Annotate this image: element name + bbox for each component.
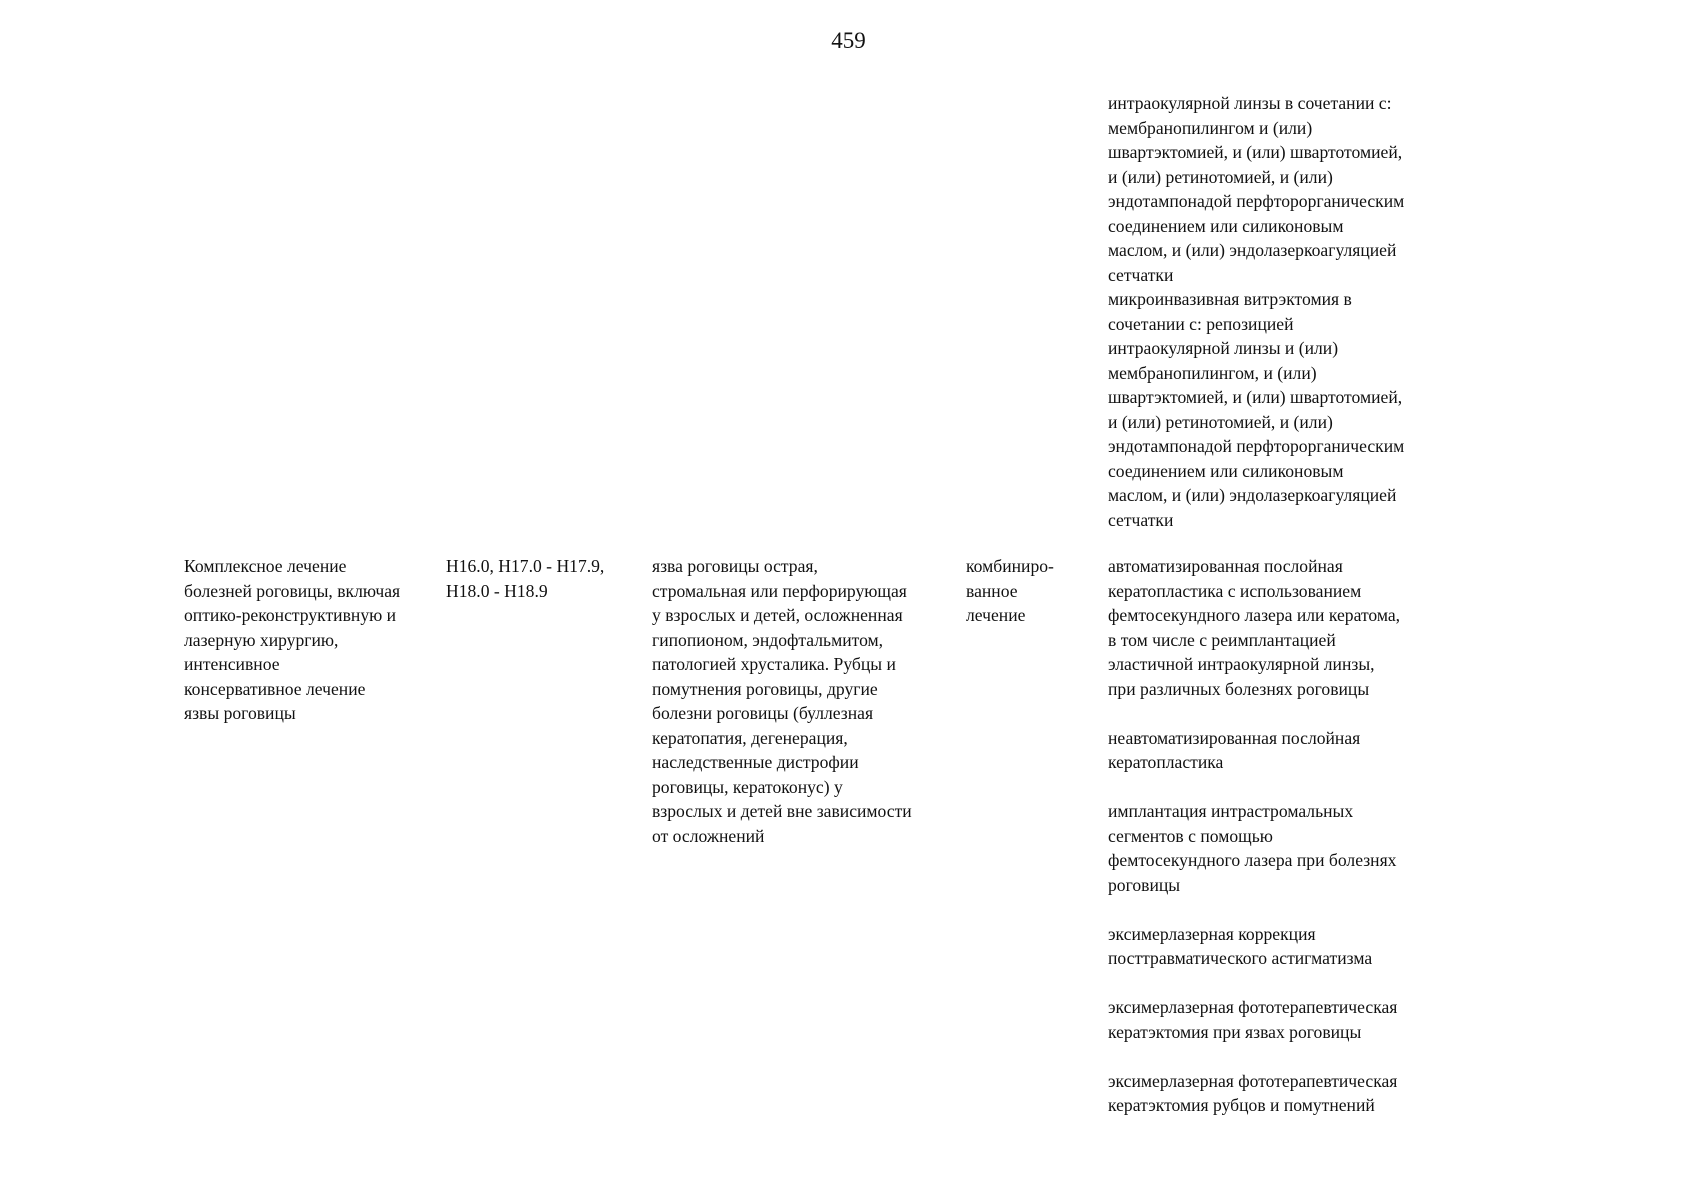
text-line: посттравматического астигматизма bbox=[1108, 948, 1373, 968]
text-line: наследственные дистрофии bbox=[652, 752, 859, 772]
text-line: консервативное лечение bbox=[184, 678, 366, 699]
text-line: язва роговицы острая, bbox=[652, 556, 818, 576]
method-paragraph bbox=[1108, 922, 1488, 971]
patient-model-cell bbox=[652, 554, 964, 848]
text-line: болезней роговицы, включая bbox=[184, 580, 401, 601]
treatment-type-cell bbox=[966, 554, 1096, 628]
text-line: кератопластика с использованием bbox=[1108, 580, 1362, 601]
text-line: взрослых и детей вне зависимости bbox=[652, 801, 912, 821]
method-paragraph bbox=[1108, 799, 1488, 897]
text-line: сочетании с: репозицией bbox=[1108, 313, 1294, 334]
text-line: в том числе с реимплантацией bbox=[1108, 629, 1336, 650]
text-line: лазерную хирургию, bbox=[184, 629, 339, 650]
text-line: сетчатки bbox=[1108, 509, 1174, 530]
text-line: язвы роговицы bbox=[184, 703, 296, 723]
text-line: оптико-реконструктивную и bbox=[184, 605, 397, 625]
text-line: роговицы, кератоконус) у bbox=[652, 776, 843, 797]
text-line: H16.0, H17.0 - H17.9, bbox=[446, 556, 605, 576]
text-line: мембранопилингом и (или) bbox=[1108, 117, 1313, 138]
method-paragraph bbox=[1108, 995, 1488, 1044]
text-line: неавтоматизированная послойная bbox=[1108, 727, 1361, 748]
treatment-name-cell bbox=[184, 554, 446, 726]
text-line: болезни роговицы (буллезная bbox=[652, 703, 874, 723]
text-line: швартэктомией, и (или) швартотомией, bbox=[1108, 142, 1403, 162]
text-line: от осложнений bbox=[652, 825, 765, 846]
text-line: микроинвазивная витрэктомия в bbox=[1108, 289, 1352, 309]
text-line: маслом, и (или) эндолазеркоагуляцией bbox=[1108, 240, 1397, 260]
text-line: соединением или силиконовым bbox=[1108, 460, 1344, 481]
text-line: и (или) ретинотомией, и (или) bbox=[1108, 411, 1333, 432]
text-line: эндотампонадой перфторорганическим bbox=[1108, 191, 1405, 211]
text-line: эксимерлазерная фототерапевтическая bbox=[1108, 997, 1398, 1017]
text-line: роговицы bbox=[1108, 874, 1181, 895]
method-paragraph bbox=[1108, 726, 1488, 775]
text-line: H18.0 - H18.9 bbox=[446, 580, 548, 601]
text-line: кератэктомия рубцов и помутнений bbox=[1108, 1095, 1375, 1115]
text-line: мембранопилингом, и (или) bbox=[1108, 362, 1317, 383]
text-line: Комплексное лечение bbox=[184, 556, 347, 576]
text-line: кератопластика bbox=[1108, 752, 1224, 772]
text-line: сетчатки bbox=[1108, 264, 1174, 285]
text-line: интенсивное bbox=[184, 654, 280, 674]
text-line: комбиниро- bbox=[966, 556, 1054, 576]
text-line: помутнения роговицы, другие bbox=[652, 678, 878, 699]
text-line: фемтосекундного лазера или кератома, bbox=[1108, 605, 1401, 625]
text-line: интраокулярной линзы и (или) bbox=[1108, 338, 1339, 358]
treatment-methods-cell bbox=[1108, 554, 1488, 1118]
text-line: лечение bbox=[966, 605, 1026, 625]
text-line: имплантация интрастромальных bbox=[1108, 801, 1354, 821]
text-line: эластичной интраокулярной линзы, bbox=[1108, 654, 1375, 674]
text-line: интраокулярной линзы в сочетании с: bbox=[1108, 93, 1392, 113]
method-paragraph bbox=[1108, 554, 1488, 701]
text-line: фемтосекундного лазера при болезнях bbox=[1108, 850, 1397, 870]
text-line: маслом, и (или) эндолазеркоагуляцией bbox=[1108, 485, 1397, 505]
text-line: стромальная или перфорирующая bbox=[652, 580, 907, 601]
text-line: патологией хрусталика. Рубцы и bbox=[652, 654, 896, 674]
text-line: у взрослых и детей, осложненная bbox=[652, 605, 903, 625]
text-line: гипопионом, эндофтальмитом, bbox=[652, 629, 884, 650]
page-number: 459 bbox=[831, 28, 866, 53]
text-line: сегментов с помощью bbox=[1108, 825, 1273, 846]
text-line: при различных болезнях роговицы bbox=[1108, 678, 1370, 699]
text-line: ванное bbox=[966, 580, 1018, 601]
text-line: эндотампонадой перфторорганическим bbox=[1108, 436, 1405, 456]
continued-methods-cell bbox=[1108, 91, 1488, 532]
text-line: кератэктомия при язвах роговицы bbox=[1108, 1021, 1362, 1042]
text-line: кератопатия, дегенерация, bbox=[652, 727, 848, 748]
icd-codes-cell bbox=[446, 554, 646, 603]
text-line: и (или) ретинотомией, и (или) bbox=[1108, 166, 1333, 187]
method-paragraph bbox=[1108, 1069, 1488, 1118]
text-line: эксимерлазерная коррекция bbox=[1108, 923, 1316, 944]
text-line: соединением или силиконовым bbox=[1108, 215, 1344, 236]
text-line: эксимерлазерная фототерапевтическая bbox=[1108, 1070, 1398, 1091]
text-line: швартэктомией, и (или) швартотомией, bbox=[1108, 387, 1403, 407]
text-line: автоматизированная послойная bbox=[1108, 556, 1343, 576]
